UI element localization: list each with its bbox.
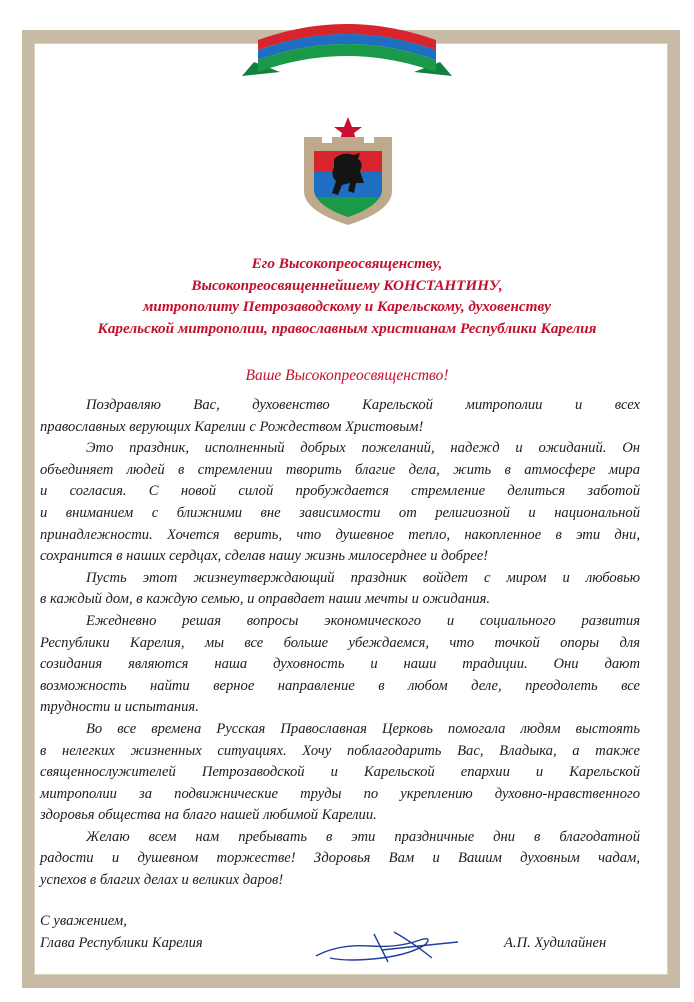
body-line: Во все времена Русская Православная Церковь помогала людям выстоять [86, 720, 640, 737]
letter-body [40, 395, 640, 892]
body-line: в каждый дом, в каждую семью, и оправдает наши мечты и ожидания. [40, 591, 490, 608]
body-line: Поздравляю Вас, духовенство Карельской митрополии и всех [86, 397, 640, 413]
body-line: священнослужителей Петрозаводской и Карельской епархии и Карельской [40, 764, 640, 781]
body-line: объединяет людей в стремлении творить благие дела, жить в атмосфере мира [40, 461, 640, 478]
body-line: радости и душевном торжестве! Здоровья Вам и Вашим духовным чадам, [40, 850, 640, 867]
body-line: Республики Карелия, мы все больше убеждаемся, что точкой опоры для [40, 634, 640, 651]
closing-title: Глава Республики Карелия [40, 934, 203, 951]
body-line: возможность найти верное направление в любом деле, преодолеть все [40, 677, 640, 694]
address-line: Высокопреосвященнейшему КОНСТАНТИНУ, [191, 276, 503, 294]
body-line: в нелегких жизненных ситуациях. Хочу поблагодарить Вас, Владыка, а также [40, 742, 640, 759]
handwritten-signature [308, 918, 468, 970]
body-line: трудности и испытания. [40, 699, 199, 716]
body-line: и вниманием с ближними вне зависимости от религиозной и национальной [40, 504, 640, 521]
address-line: митрополиту Петрозаводскому и Карельскому, духовенству [143, 298, 551, 316]
body-line: созидания являются наша духовность и наши традиции. Они дают [40, 656, 640, 673]
signer-name: А.П. Худилайнен [504, 935, 607, 951]
body-line: успехов в благих делах и великих даров! [40, 872, 284, 889]
letter-closing [40, 911, 203, 954]
body-line: принадлежности. Хочется верить, что душевное тепло, накопленное в эти дни, [40, 526, 640, 543]
letter-salutation: Ваше Высокопреосвященство! [245, 367, 449, 384]
karelia-flag-ribbon [240, 0, 454, 80]
letter-address [44, 253, 650, 339]
closing-regards: С уважением, [40, 913, 127, 929]
body-line: Это праздник, исполненный добрых пожеланий, надежд и ожиданий. Он [86, 440, 640, 457]
body-line: Пусть этот жизнеутверждающий праздник войдет с миром и любовью [86, 569, 640, 586]
body-line: здоровья общества на благо нашей любимой Карелии. [40, 807, 377, 824]
address-line: Его Высокопреосвященству, [251, 255, 443, 272]
body-line: митрополии за подвижнические труды по укреплению духовно-нравственного [40, 785, 640, 802]
body-line: Желаю всем нам пребывать в эти праздничные дни в благодатной [86, 828, 640, 845]
address-line: Карельской митрополии, православным христианам Республики Карелия [97, 319, 597, 337]
body-line: и согласия. С новой силой пробуждается стремление делиться заботой [40, 483, 640, 500]
body-line: православных верующих Карелии с Рождеством Христовым! [40, 418, 424, 435]
body-line: сохранится в наших сердцах, сделав нашу жизнь милосерднее и добрее! [40, 548, 489, 565]
body-line: Ежедневно решая вопросы экономического и социального развития [86, 612, 640, 629]
karelia-coat-of-arms-icon [298, 113, 398, 229]
